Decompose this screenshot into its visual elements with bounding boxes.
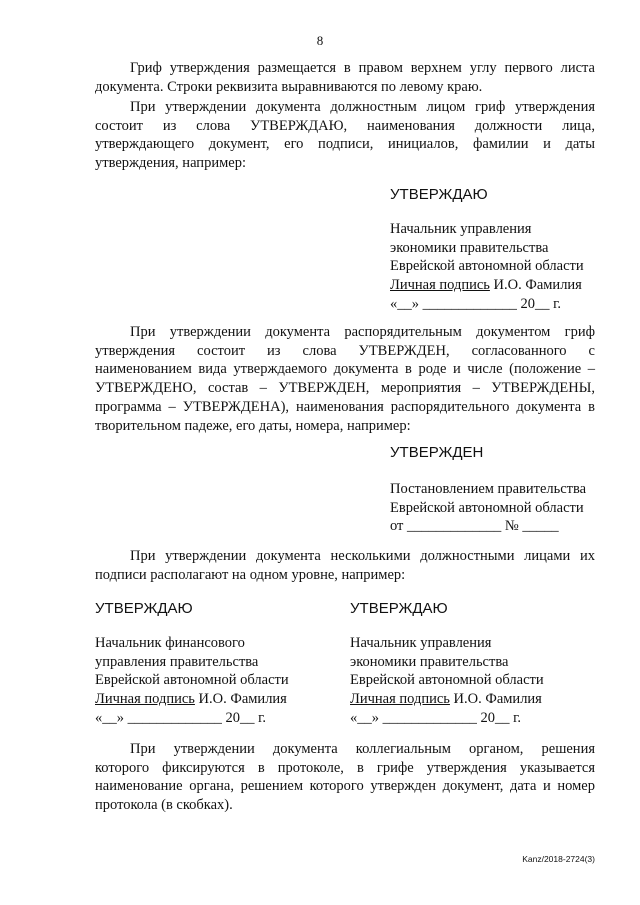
text-line: утверждения состоит из слова УТВЕРЖДЕН, согласованного с [95, 342, 595, 359]
text-line: При утверждении документа коллегиальным органом, решения [130, 741, 595, 757]
paragraph-official-approval [95, 98, 595, 173]
position-line: Начальник управления [390, 221, 532, 237]
position-line: Еврейской автономной области [350, 672, 544, 689]
date-line: «__» _____________ 20__ г. [390, 295, 562, 312]
paragraph-collegial-body [95, 740, 595, 815]
paragraph-administrative-approval [95, 323, 595, 435]
signer-name: И.О. Фамилия [489, 277, 582, 294]
signature-label: Личная подпись [390, 277, 490, 294]
text-line: состоит из слова УТВЕРЖДАЮ, наименования должности лица, [95, 117, 595, 134]
approval-example-official [390, 220, 584, 314]
signature-label: Личная подпись [95, 691, 195, 708]
signature-line [390, 276, 584, 295]
text-line: документа. Строки реквизита выравниваются по левому краю. [95, 78, 483, 95]
text-line: УТВЕРЖДЕНО, состав – УТВЕРЖДЕН, мероприятия – УТВЕРЖДЕНЫ, [95, 380, 595, 397]
text-line: программа – УТВЕРЖДЕНА), наименования распорядительного документа в [95, 398, 595, 415]
position-line: Начальник финансового [95, 635, 245, 651]
signer-name: И.О. Фамилия [449, 691, 542, 708]
text-line: протокола (в скобках). [95, 797, 233, 814]
text-line: наименованием вида утверждаемого документа в роде и числе (положение – [95, 361, 595, 378]
approval-example-decree [390, 480, 586, 536]
page-number: 8 [316, 33, 324, 48]
text-line: творительном падеже, его даты, номера, например: [95, 417, 411, 434]
approval-title: УТВЕРЖДЕН [390, 444, 484, 461]
signature-label: Личная подпись [350, 691, 450, 708]
approval-title: УТВЕРЖДАЮ [390, 186, 488, 203]
decree-date-number-line: от _____________ № _____ [390, 518, 559, 535]
text-line: утверждающего документ, его подписи, инициалов, фамилии и даты [95, 136, 595, 153]
position-line: экономики правительства [390, 239, 549, 256]
approval-title: УТВЕРЖДАЮ [350, 600, 448, 617]
approval-example-left [95, 634, 289, 728]
text-line: Гриф утверждения размещается в правом верхнем углу первого листа [130, 60, 595, 76]
position-line: экономики правительства [350, 653, 509, 670]
approval-title: УТВЕРЖДАЮ [95, 600, 193, 617]
paragraph-multiple-officials [95, 547, 595, 584]
position-line: Еврейской автономной области [95, 672, 289, 689]
decree-line: Еврейской автономной области [390, 499, 584, 516]
text-line: наименование органа, решением которого утвержден документ, дата и номер [95, 778, 595, 795]
position-line: Начальник управления [350, 635, 492, 651]
date-line: «__» _____________ 20__ г. [350, 709, 522, 726]
date-line: «__» _____________ 20__ г. [95, 709, 267, 726]
text-line: подписи располагают на одном уровне, например: [95, 566, 406, 583]
signer-name: И.О. Фамилия [194, 691, 287, 708]
decree-line: Постановлением правительства [390, 481, 587, 497]
signature-line [95, 690, 289, 709]
position-line: Еврейской автономной области [390, 258, 584, 275]
position-line: управления правительства [95, 653, 259, 670]
signature-line [350, 690, 544, 709]
text-line: которого фиксируются в протоколе, в грифе утверждения указывается [95, 759, 595, 776]
paragraph-placement [95, 59, 595, 96]
approval-example-right [350, 634, 544, 728]
text-line: При утверждении документа распорядительным документом гриф [130, 324, 595, 340]
text-line: При утверждении документа несколькими должностными лицами их [130, 548, 595, 564]
text-line: утверждения, например: [95, 155, 246, 172]
document-registration-id: Kanz/2018-2724(3) [522, 854, 595, 864]
text-line: При утверждении документа должностным лицом гриф утверждения [130, 99, 595, 115]
